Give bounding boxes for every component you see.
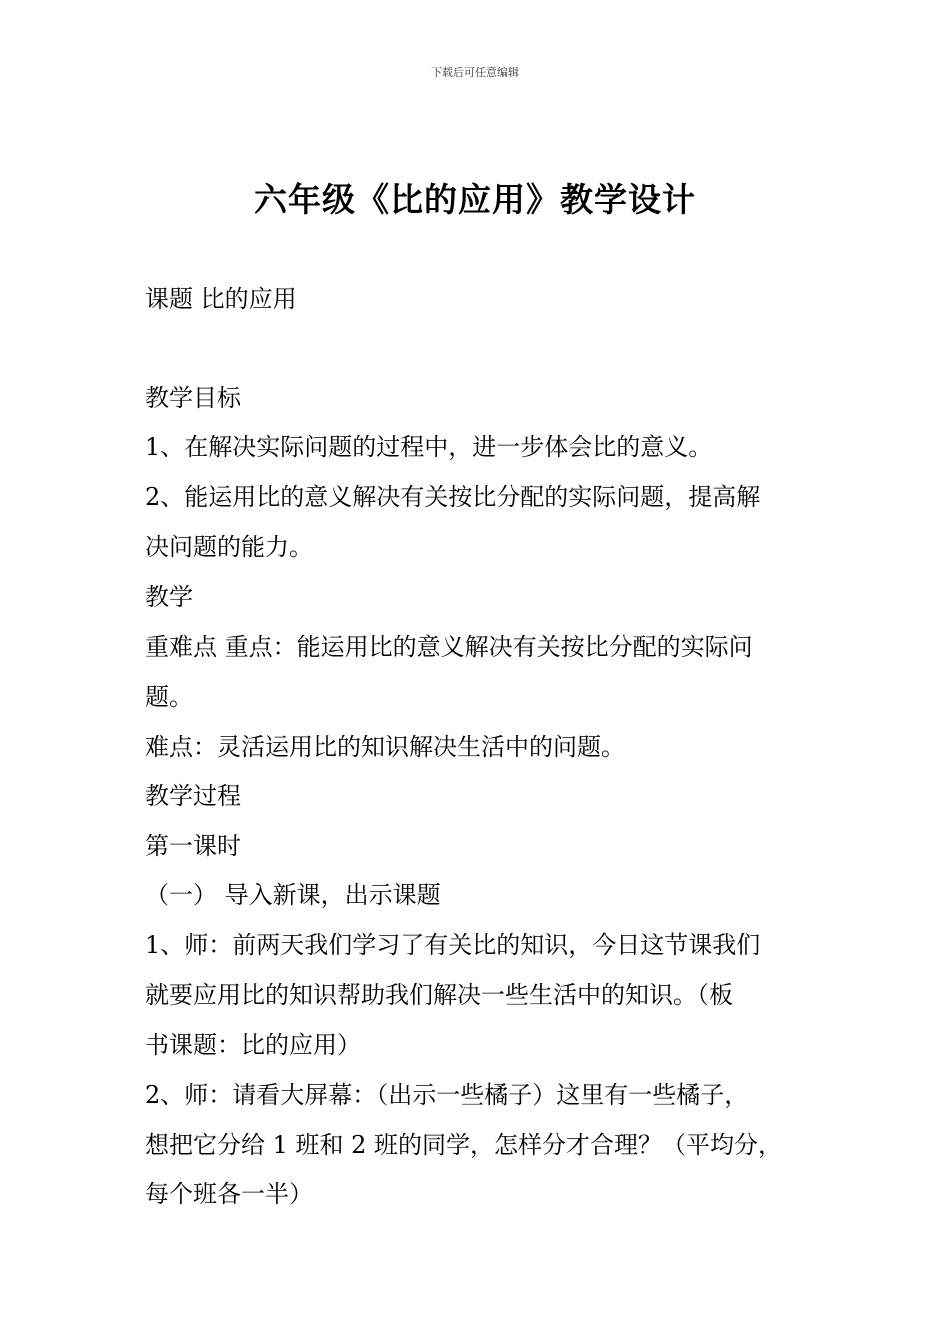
paragraph-2-line-1: 2、师：请看大屏幕：（出示一些橘子）这里有一些橘子， — [145, 1081, 749, 1109]
paragraph-2-line-3: 每个班各一半） — [145, 1180, 313, 1208]
first-lesson-heading: 第一课时 — [145, 832, 241, 860]
section-heading-teaching: 教学 — [145, 583, 193, 611]
section-heading-process: 教学过程 — [145, 782, 241, 810]
key-points-line-1: 重难点 重点：能运用比的意义解决有关按比分配的实际问 — [145, 633, 753, 661]
lesson-topic-line: 课题 比的应用 — [145, 285, 297, 313]
document-title: 六年级《比的应用》教学设计 — [254, 180, 696, 219]
objective-2-line-1: 2、能运用比的意义解决有关按比分配的实际问题，提高解 — [145, 483, 761, 511]
objective-2-line-2: 决问题的能力。 — [145, 533, 313, 561]
section-heading-objectives: 教学目标 — [145, 384, 241, 412]
paragraph-1-line-3: 书课题：比的应用） — [145, 1031, 361, 1059]
paragraph-2-line-2: 想把它分给 1 班和 2 班的同学，怎样分才合理？（平均分， — [145, 1131, 783, 1159]
key-points-line-2: 题。 — [145, 683, 193, 711]
page-header-note: 下载后可任意编辑 — [431, 66, 519, 79]
paragraph-1-line-2: 就要应用比的知识帮助我们解决一些生活中的知识。（板 — [145, 981, 733, 1009]
difficult-points-line: 难点：灵活运用比的知识解决生活中的问题。 — [145, 733, 625, 761]
objective-1: 1、在解决实际问题的过程中，进一步体会比的意义。 — [145, 433, 713, 461]
step-1-heading: （一） 导入新课，出示课题 — [145, 881, 441, 909]
paragraph-1-line-1: 1、师：前两天我们学习了有关比的知识，今日这节课我们 — [145, 931, 761, 959]
